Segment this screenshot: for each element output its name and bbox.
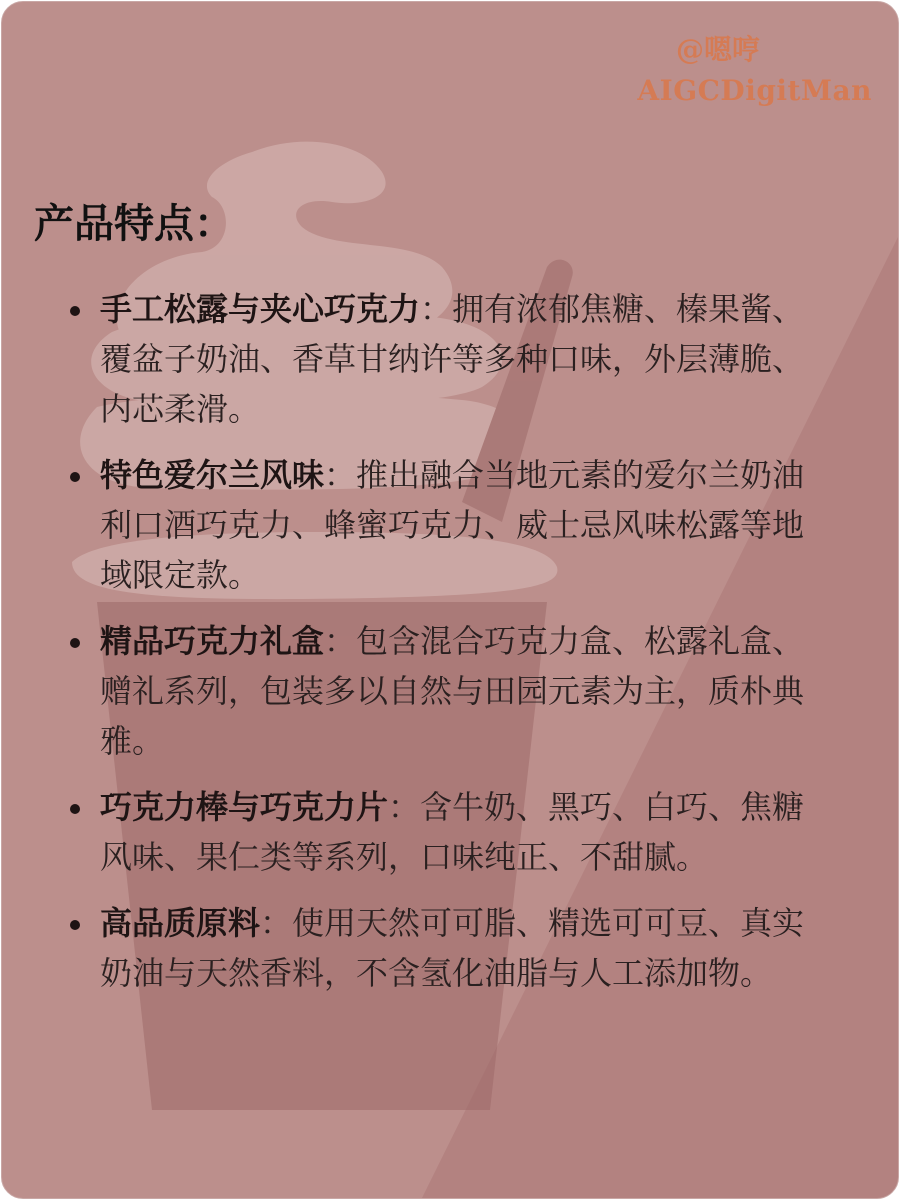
list-item: [64, 782, 824, 882]
feature-description: 包含混合巧克力盒、松露礼盒、赠礼系列，包装多以自然与田园元素为主，质朴典雅。: [100, 622, 805, 760]
bullet-dot-icon: [70, 638, 80, 648]
list-item: [64, 616, 824, 766]
feature-separator: ：: [420, 290, 453, 328]
feature-title: 手工松露与夹心巧克力: [100, 290, 421, 328]
feature-separator: ：: [324, 622, 357, 660]
feature-separator: ：: [260, 904, 293, 942]
feature-title: 高品质原料: [100, 904, 261, 942]
bullet-dot-icon: [70, 804, 80, 814]
feature-separator: ：: [324, 456, 357, 494]
bullet-dot-icon: [70, 920, 80, 930]
list-item: [64, 898, 824, 998]
feature-description: 推出融合当地元素的爱尔兰奶油利口酒巧克力、蜂蜜巧克力、威士忌风味松露等地域限定款。: [100, 456, 805, 594]
watermark-handle: @嗯哼: [675, 33, 760, 66]
list-item: [64, 450, 824, 600]
bullet-dot-icon: [70, 306, 80, 316]
watermark-brand: AIGCDigitMan: [637, 74, 872, 107]
feature-title: 特色爱尔兰风味: [100, 456, 325, 494]
feature-description: 使用天然可可脂、精选可可豆、真实奶油与天然香料，不含氢化油脂与人工添加物。: [100, 904, 805, 992]
feature-list: [64, 284, 824, 1014]
watermark: [637, 28, 872, 107]
page-title: 产品特点：: [34, 201, 234, 247]
feature-title: 精品巧克力礼盒: [100, 622, 325, 660]
feature-separator: ：: [388, 788, 421, 826]
feature-card: [1, 1, 899, 1199]
list-item: [64, 284, 824, 434]
feature-title: 巧克力棒与巧克力片: [100, 788, 389, 826]
feature-description: 含牛奶、黑巧、白巧、焦糖风味、果仁类等系列，口味纯正、不甜腻。: [100, 788, 805, 876]
bullet-dot-icon: [70, 472, 80, 482]
feature-description: 拥有浓郁焦糖、榛果酱、覆盆子奶油、香草甘纳许等多种口味，外层薄脆、内芯柔滑。: [100, 290, 805, 428]
